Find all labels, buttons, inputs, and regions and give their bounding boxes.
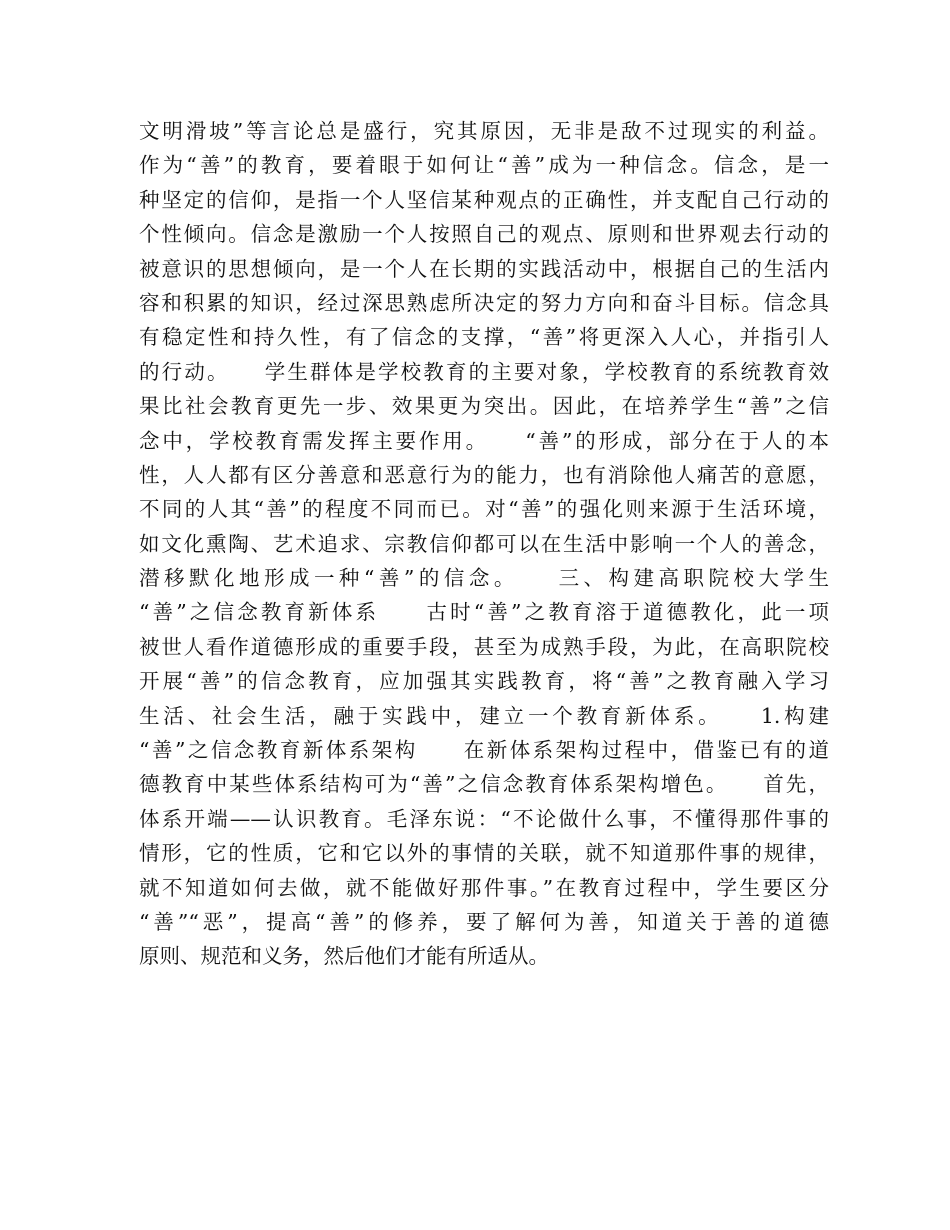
text-line: 情形，它的性质，它和它以外的事情的关联，就不知道那件事的规律， <box>139 841 829 866</box>
text-line: 文明滑坡”等言论总是盛行，究其原因，无非是敌不过现实的利益。 <box>139 119 829 143</box>
text-line: 体系开端——认识教育。毛泽东说：“不论做什么事，不懂得那件事的 <box>139 806 829 831</box>
text-line: 念中，学校教育需发挥主要作用。 “善”的形成，部分在于人的本 <box>139 428 829 453</box>
text-line: 的行动。 学生群体是学校教育的主要对象，学校教育的系统教育效 <box>139 359 829 384</box>
text-line: 就不知道如何去做，就不能做好那件事。”在教育过程中，学生要区分 <box>139 875 829 900</box>
text-line: “善”“恶”，提高“善”的修养，要了解何为善，知道关于善的道德 <box>139 909 829 934</box>
text-line: 被意识的思想倾向，是一个人在长期的实践活动中，根据自己的生活内 <box>139 256 829 281</box>
text-line: 被世人看作道德形成的重要手段，甚至为成熟手段，为此，在高职院校 <box>139 634 829 659</box>
text-line: 原则、规范和义务，然后他们才能有所适从。 <box>139 944 549 969</box>
text-line: 开展“善”的信念教育，应加强其实践教育，将“善”之教育融入学习 <box>139 669 829 694</box>
text-line: 德教育中某些体系结构可为“善”之信念教育体系架构增色。 首先， <box>139 772 829 797</box>
text-line: 作为“善”的教育，要着眼于如何让“善”成为一种信念。信念，是一 <box>139 153 829 178</box>
text-line: 果比社会教育更先一步、效果更为突出。因此，在培养学生“善”之信 <box>139 394 829 419</box>
text-line: 生活、社会生活，融于实践中，建立一个教育新体系。 1.构建 <box>139 703 829 728</box>
text-line: 潜移默化地形成一种“善”的信念。 三、构建高职院校大学生 <box>139 566 829 591</box>
text-line: “善”之信念教育新体系 古时“善”之教育溶于道德教化，此一项 <box>139 600 829 625</box>
body-text <box>139 114 829 974</box>
text-line: 不同的人其“善”的程度不同而已。对“善”的强化则来源于生活环境， <box>139 497 829 522</box>
text-line: 如文化熏陶、艺术追求、宗教信仰都可以在生活中影响一个人的善念， <box>139 531 829 556</box>
text-line: 种坚定的信仰，是指一个人坚信某种观点的正确性，并支配自己行动的 <box>139 187 829 212</box>
text-line: 个性倾向。信念是激励一个人按照自己的观点、原则和世界观去行动的 <box>139 222 829 247</box>
text-line: 容和积累的知识，经过深思熟虑所决定的努力方向和奋斗目标。信念具 <box>139 290 829 315</box>
text-line: “善”之信念教育新体系架构 在新体系架构过程中，借鉴已有的道 <box>139 738 829 763</box>
text-line: 性，人人都有区分善意和恶意行为的能力，也有消除他人痛苦的意愿， <box>139 462 829 487</box>
text-line: 有稳定性和持久性，有了信念的支撑，“善”将更深入人心，并指引人 <box>139 325 829 350</box>
